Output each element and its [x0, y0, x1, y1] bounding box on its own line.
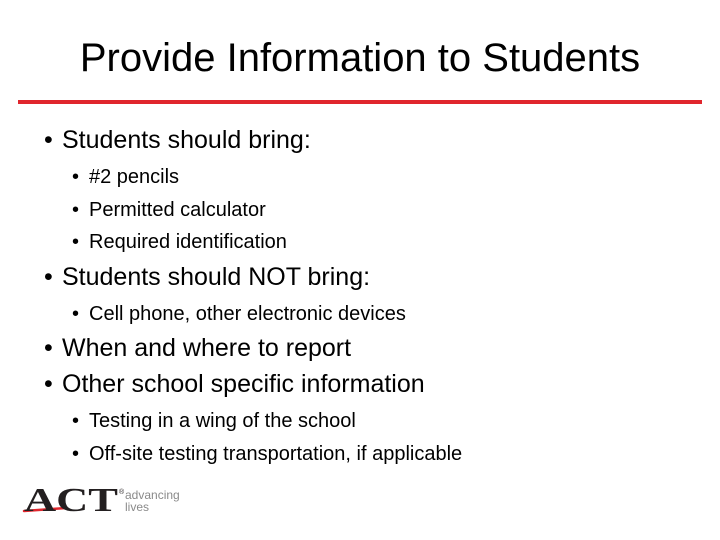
sub-bullet-item — [44, 298, 704, 331]
sub-bullet-text: Testing in a wing of the school — [89, 410, 356, 432]
sub-bullet-item — [44, 194, 704, 227]
bullet-glyph: • — [44, 126, 53, 154]
bullet-glyph: • — [72, 231, 80, 253]
logo-registered-mark: ® — [119, 489, 125, 496]
logo-tagline: lives — [125, 500, 150, 514]
bullet-text: Students should NOT bring: — [62, 262, 371, 291]
sub-bullet-text: Cell phone, other electronic devices — [89, 302, 406, 325]
bullet-glyph: • — [44, 370, 53, 398]
bullet-glyph: • — [44, 334, 53, 362]
bullet-glyph: • — [72, 410, 80, 432]
sub-bullet-item — [44, 226, 704, 259]
bullet-glyph: • — [72, 302, 80, 325]
bullet-item — [44, 122, 704, 158]
bullet-text: When and where to report — [62, 334, 352, 362]
bullet-text: Other school specific information — [62, 370, 425, 398]
title-divider — [18, 100, 702, 104]
bullet-text: Students should bring: — [62, 126, 311, 154]
logo-tagline: advancing — [125, 488, 180, 502]
bullet-glyph: • — [72, 442, 80, 465]
sub-bullet-item — [44, 405, 704, 438]
slide-title: Provide Information to Students — [79, 36, 641, 80]
bullet-item — [44, 259, 704, 295]
sub-bullet-text: Permitted calculator — [89, 198, 266, 221]
bullet-item — [44, 366, 704, 402]
bullet-glyph: • — [72, 198, 80, 221]
bullet-list — [44, 122, 704, 470]
sub-bullet-text: #2 pencils — [89, 166, 180, 188]
bullet-glyph: • — [72, 166, 80, 188]
act-logo — [22, 480, 192, 520]
logo-wordmark: ACT — [24, 482, 119, 519]
sub-bullet-item — [44, 161, 704, 194]
sub-bullet-item — [44, 438, 704, 471]
sub-bullet-text: Off-site testing transportation, if applicable — [89, 442, 463, 465]
bullet-glyph: • — [44, 262, 53, 291]
sub-bullet-text: Required identification — [89, 231, 287, 253]
bullet-item — [44, 330, 704, 366]
